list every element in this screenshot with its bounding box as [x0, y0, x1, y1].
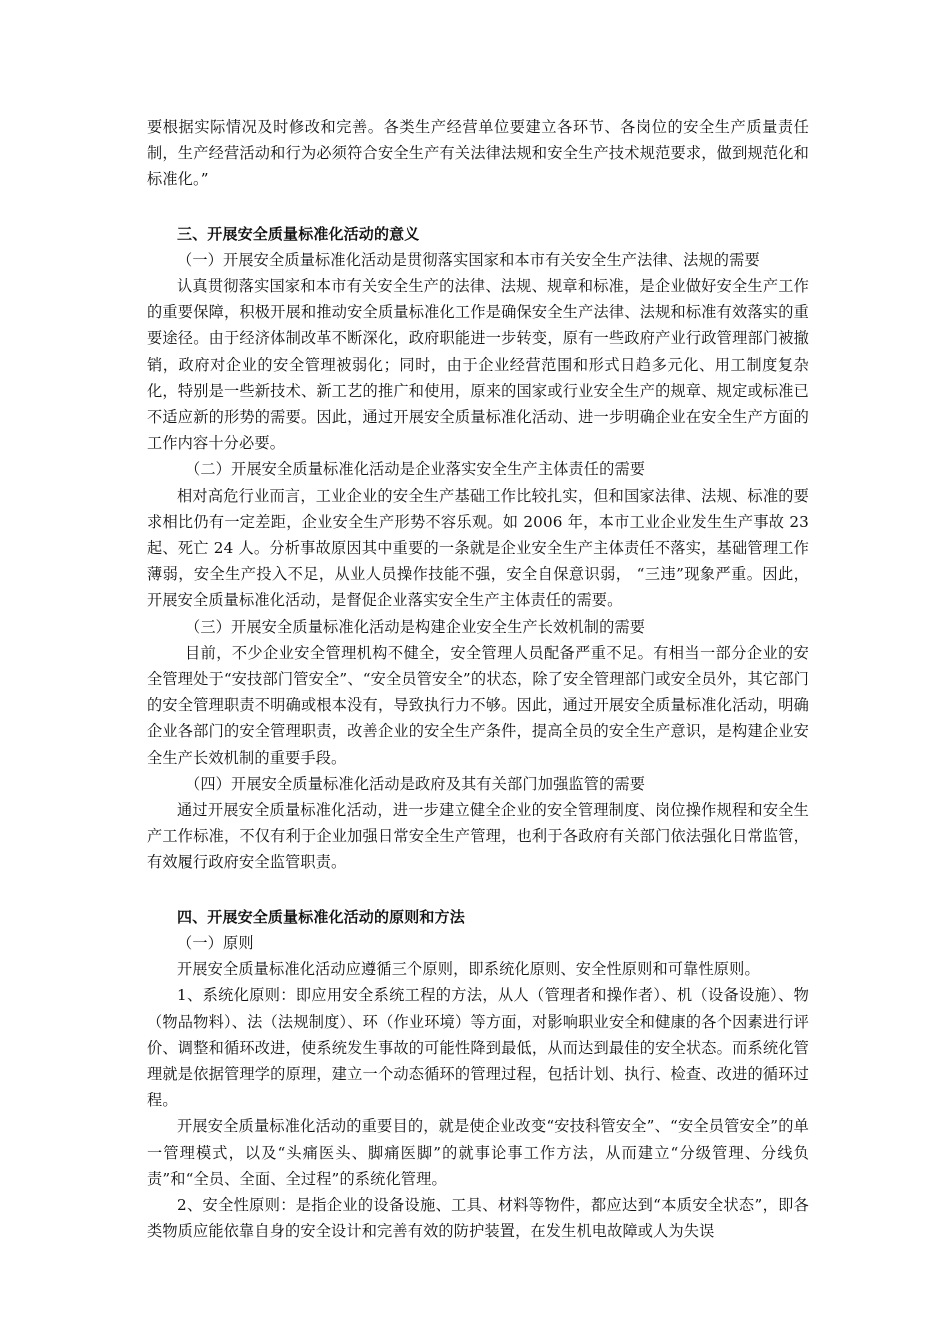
subsection-heading-principles: （一）原则	[177, 933, 254, 952]
subsection-heading-2: （二）开展安全质量标准化活动是企业落实安全生产主体责任的需要	[185, 460, 646, 479]
subsection-heading-3: （三）开展安全质量标准化活动是构建企业安全生产长效机制的需要	[185, 617, 646, 636]
paragraph-body-2: 相对高危行业而言，工业企业的安全生产基础工作比较扎实，但和国家法律、法规、标准的要求相比仍有一定差距，企业安全生产形势不容乐观。如 2006 年，本市工业企业发生生产事故 23 起、死亡 24 人。分析事故原因其中重要的一条就是企业安全生产主体责任不落实，基础管理工作薄弱，安全生产投入不足，从业人员操作技能不强，安全自保意识弱， “三违”现象严重。因此，开展安全质量标准化活动，是督促企业落实安全生产主体责任的需要。	[147, 486, 809, 610]
section-heading-3: 三、开展安全质量标准化活动的意义	[177, 224, 420, 243]
spacer	[147, 876, 809, 904]
paragraph-body-5: 开展安全质量标准化活动应遵循三个原则，即系统化原则、安全性原则和可靠性原则。	[177, 960, 760, 979]
paragraph-body-1: 认真贯彻落实国家和本市有关安全生产的法律、法规、规章和标准，是企业做好安全生产工作的重要保障，积极开展和推动安全质量标准化工作是确保安全生产法律、法规和标准有效落实的重要途径。由于经济体制改革不断深化，政府职能进一步转变，原有一些政府产业行政管理部门被撤销，政府对企业的安全管理被弱化；同时，由于企业经营范围和形式日趋多元化、用工制度复杂化，特别是一些新技术、新工艺的推广和使用，原来的国家或行业安全生产的规章、规定或标准已不适应新的形势的需要。因此，通过开展安全质量标准化活动、进一步明确企业在安全生产方面的工作内容十分必要。	[147, 277, 809, 453]
subsection-heading-4: （四）开展安全质量标准化活动是政府及其有关部门加强监管的需要	[185, 774, 646, 793]
document-page	[147, 114, 809, 1244]
section-heading-4: 四、开展安全质量标准化活动的原则和方法	[177, 907, 465, 926]
spacer	[147, 193, 809, 221]
paragraph-body-8: 2、安全性原则：是指企业的设备设施、工具、材料等物件，都应达到“本质安全状态”，即各类物质应能依靠自身的安全设计和完善有效的防护装置，在发生机电故障或人为失误	[147, 1195, 809, 1241]
subsection-heading-1: （一）开展安全质量标准化活动是贯彻落实国家和本市有关安全生产法律、法规的需要	[177, 250, 760, 269]
paragraph-body-4: 通过开展安全质量标准化活动，进一步建立健全企业的安全管理制度、岗位操作规程和安全生产工作标准，不仅有利于企业加强日常安全生产管理，也利于各政府有关部门依法强化日常监管，有效履行政府安全监管职责。	[147, 801, 809, 872]
paragraph-body-3: 目前，不少企业安全管理机构不健全，安全管理人员配备严重不足。有相当一部分企业的安全管理处于“安技部门管安全”、“安全员管安全”的状态，除了安全管理部门或安全员外，其它部门的安全管理职责不明确或根本没有，导致执行力不够。因此，通过开展安全质量标准化活动，明确企业各部门的安全管理职责，改善企业的安全生产条件，提高全员的安全生产意识，是构建企业安全生产长效机制的重要手段。	[147, 643, 809, 767]
paragraph-body-6: 1、系统化原则：即应用安全系统工程的方法，从人（管理者和操作者）、机（设备设施）、物（物品物料）、法（法规制度）、环（作业环境）等方面，对影响职业安全和健康的各个因素进行评价、调整和循环改进，使系统发生事故的可能性降到最低，从而达到最佳的安全状态。而系统化管理就是依据管理学的原理，建立一个动态循环的管理过程，包括计划、执行、检查、改进的循环过程。	[147, 986, 809, 1110]
paragraph-body-7: 开展安全质量标准化活动的重要目的，就是使企业改变“安技科管安全”、“安全员管安全”的单一管理模式，以及“头痛医头、脚痛医脚”的就事论事工作方法，从而建立“分级管理、分线负责”和“全员、全面、全过程”的系统化管理。	[147, 1117, 809, 1188]
paragraph-continuation: 要根据实际情况及时修改和完善。各类生产经营单位要建立各环节、各岗位的安全生产质量责任制，生产经营活动和行为必须符合安全生产有关法律法规和安全生产技术规范要求，做到规范化和标准化。”	[147, 118, 809, 189]
